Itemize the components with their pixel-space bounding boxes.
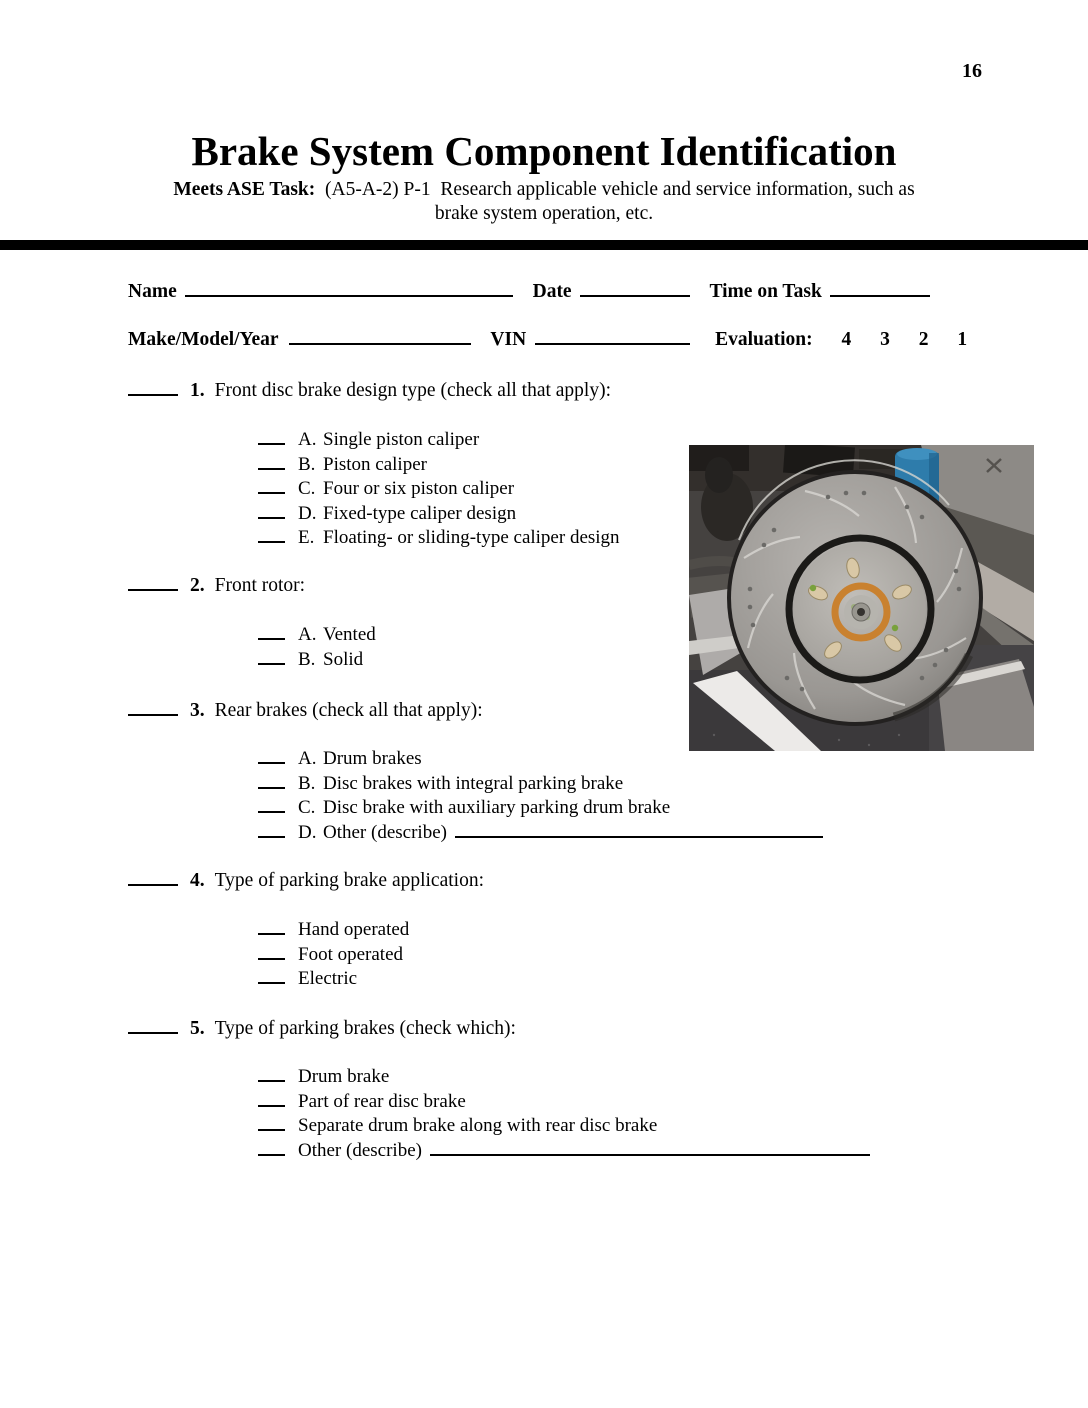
option-row: [258, 502, 620, 527]
question-4-text: Type of parking brake application:: [214, 870, 484, 891]
question-1-options: [258, 428, 620, 551]
option-row: [258, 1114, 870, 1139]
name-label: Name: [128, 281, 177, 302]
question-1-score-blank[interactable]: [128, 379, 178, 396]
option-letter: B.: [298, 772, 316, 794]
option-check-blank[interactable]: [258, 528, 285, 543]
option-row: [258, 821, 823, 846]
option-row: [258, 967, 409, 992]
option-check-blank[interactable]: [258, 1092, 285, 1107]
question-2-score-blank[interactable]: [128, 574, 178, 591]
subtitle: [0, 178, 1088, 226]
option-letter: B.: [298, 453, 316, 475]
question-3: [128, 699, 483, 722]
option-text: Drum brake: [298, 1066, 390, 1087]
option-text: Floating- or sliding-type caliper design: [323, 527, 620, 549]
question-2-options: [258, 623, 376, 672]
option-letter: D.: [298, 821, 317, 843]
evaluation-score-2[interactable]: 2: [918, 329, 929, 350]
option-check-blank[interactable]: [258, 969, 285, 984]
date-label: Date: [532, 281, 572, 302]
describe-blank-line[interactable]: [430, 1141, 870, 1156]
option-check-blank[interactable]: [258, 479, 285, 494]
question-3-number: 3.: [190, 700, 205, 721]
date-blank-line[interactable]: [580, 280, 690, 297]
option-check-blank[interactable]: [258, 1067, 285, 1082]
question-1-text: Front disc brake design type (check all that apply):: [214, 380, 612, 401]
vin-label: VIN: [490, 329, 527, 350]
option-row: [258, 918, 409, 943]
option-row: [258, 453, 620, 478]
option-check-blank[interactable]: [258, 1116, 285, 1131]
option-row: [258, 796, 823, 821]
option-letter: C.: [298, 797, 316, 819]
option-text: Foot operated: [298, 943, 404, 965]
question-5-score-blank[interactable]: [128, 1017, 178, 1034]
brake-rotor-photo-svg: [689, 445, 1034, 751]
form-row-vehicle-evaluation: [128, 328, 967, 351]
evaluation-label: Evaluation:: [715, 329, 813, 350]
question-1-number: 1.: [190, 380, 205, 401]
option-check-blank[interactable]: [258, 1141, 285, 1156]
option-check-blank[interactable]: [258, 430, 285, 445]
question-5-options: [258, 1065, 870, 1163]
option-letter: A.: [298, 624, 317, 645]
option-check-blank[interactable]: [258, 625, 285, 640]
ase-task-description: (A5-A-2) P-1 Research applicable vehicle and service information, such as: [325, 179, 915, 200]
time-on-task-blank-line[interactable]: [830, 280, 930, 297]
question-3-options: [258, 747, 823, 845]
option-row: [258, 477, 620, 502]
form-row-name-date-time: [128, 280, 930, 303]
option-check-blank[interactable]: [258, 455, 285, 470]
vin-blank-line[interactable]: [535, 328, 690, 345]
option-letter: D.: [298, 502, 317, 524]
time-on-task-label: Time on Task: [709, 281, 822, 302]
question-5-text: Type of parking brakes (check which):: [214, 1018, 516, 1039]
question-3-text: Rear brakes (check all that apply):: [214, 700, 483, 721]
rubber-boot-top: [705, 457, 733, 493]
option-text: Disc brakes with integral parking brake: [323, 772, 624, 794]
question-5: [128, 1017, 516, 1040]
make-model-year-label: Make/Model/Year: [128, 329, 279, 350]
question-4: [128, 869, 484, 892]
option-row: [258, 772, 823, 797]
option-row: [258, 648, 376, 673]
question-2-number: 2.: [190, 575, 205, 596]
page-number: 16: [962, 60, 982, 82]
option-text: Part of rear disc brake: [298, 1090, 466, 1112]
option-check-blank[interactable]: [258, 945, 285, 960]
option-text: Four or six piston caliper: [323, 478, 515, 500]
option-check-blank[interactable]: [258, 920, 285, 935]
question-2: [128, 574, 305, 597]
meets-ase-task-label: Meets ASE Task:: [173, 179, 316, 200]
question-4-options: [258, 918, 409, 992]
option-text: Electric: [298, 968, 358, 990]
option-row: [258, 526, 620, 551]
option-check-blank[interactable]: [258, 749, 285, 764]
option-text: Solid: [323, 648, 364, 670]
question-4-number: 4.: [190, 870, 205, 891]
option-check-blank[interactable]: [258, 798, 285, 813]
option-text: Other (describe): [323, 821, 447, 843]
question-5-number: 5.: [190, 1018, 205, 1039]
option-text: Drum brakes: [323, 748, 422, 769]
option-text: Single piston caliper: [323, 429, 480, 450]
option-letter: A.: [298, 429, 317, 450]
option-row: [258, 1065, 870, 1090]
option-text: Separate drum brake along with rear disc brake: [298, 1115, 658, 1137]
option-row: [258, 623, 376, 648]
meets-ase-task-text: [315, 179, 325, 200]
option-row: [258, 428, 620, 453]
option-row: [258, 1139, 870, 1164]
page-title: Brake System Component Identification: [191, 128, 897, 174]
brake-rotor-photo: [689, 445, 1034, 751]
option-letter: B.: [298, 648, 316, 670]
option-text: Hand operated: [298, 919, 410, 940]
option-text: Fixed-type caliper design: [323, 502, 517, 524]
describe-blank-line[interactable]: [455, 823, 823, 838]
evaluation-score-1[interactable]: 1: [957, 329, 968, 350]
evaluation-score-4[interactable]: 4: [841, 329, 852, 350]
option-check-blank[interactable]: [258, 650, 285, 665]
option-row: [258, 1090, 870, 1115]
question-3-score-blank[interactable]: [128, 699, 178, 716]
header-divider-bar: [0, 240, 1088, 250]
option-letter: E.: [298, 527, 315, 549]
option-text: Vented: [323, 624, 376, 645]
option-letter: C.: [298, 478, 316, 500]
evaluation-score-3[interactable]: 3: [880, 329, 890, 350]
question-2-text: Front rotor:: [214, 575, 306, 596]
question-4-score-blank[interactable]: [128, 869, 178, 886]
option-check-blank[interactable]: [258, 774, 285, 789]
option-text: Piston caliper: [323, 453, 427, 475]
option-check-blank[interactable]: [258, 504, 285, 519]
question-1: [128, 379, 611, 402]
name-blank-line[interactable]: [185, 280, 513, 297]
option-text: Other (describe): [298, 1139, 422, 1161]
ase-task-description-line2: brake system operation, etc.: [434, 203, 654, 224]
option-letter: A.: [298, 748, 317, 769]
option-text: Disc brake with auxiliary parking drum brake: [323, 797, 671, 819]
center-bore: [857, 608, 865, 616]
green-dot: [892, 625, 898, 631]
green-dot: [810, 585, 816, 591]
make-model-year-blank-line[interactable]: [289, 328, 471, 345]
option-check-blank[interactable]: [258, 823, 285, 838]
option-row: [258, 943, 409, 968]
